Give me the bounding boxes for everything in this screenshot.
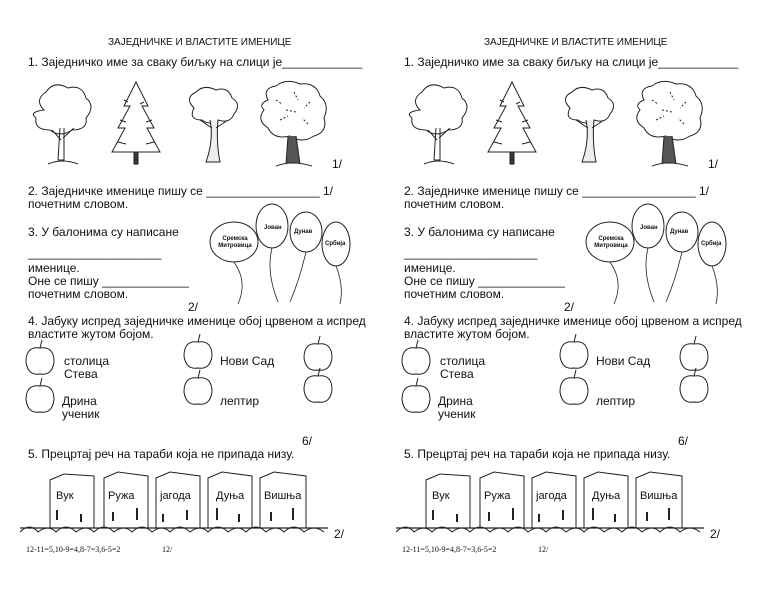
balloon-label-2: Јован [264,225,282,231]
word-steva: Стева [64,367,98,381]
question-3-line5: почетним словом. [404,287,505,301]
word-stolica: столица [440,354,486,368]
question-2: 2. Заједничке именице пишу се _________________ [404,184,696,198]
total-score: 12/ [162,545,173,554]
question-2: 2. Заједничке именице пишу се _________________ [28,184,320,198]
worksheet-title: ЗАЈЕДНИЧКЕ И ВЛАСТИТЕ ИМЕНИЦЕ [108,37,292,48]
question-4: 4. Јабуку испред заједничке именице обој црвеном а испред [28,314,366,328]
word-leptir: лептир [220,394,260,408]
balloon-label-3: Дунав [294,229,313,235]
apple-icon [304,368,332,402]
question-3: 3. У балонима су написане [404,225,555,239]
question-3-line4: Оне се пишу _____________ [404,274,565,288]
balloon-label-2: Јован [640,225,658,231]
total-score: 12/ [538,545,549,554]
fence-word-vuk: Вук [56,490,74,502]
word-novi-sad: Нови Сад [596,354,651,368]
fence-word-visnja: Вишња [264,490,302,502]
word-ucenik: ученик [438,407,476,421]
fence-word-jagoda: јагода [536,490,567,502]
question-5-score: 2/ [710,527,721,541]
worksheet-right [376,0,760,594]
apple-icon [402,378,430,412]
word-stolica: столица [64,354,110,368]
word-novi-sad: Нови Сад [220,354,275,368]
fence-word-ruza: Ружа [108,490,135,502]
question-2-score: 1/ [323,184,334,198]
apple-icon [184,370,212,404]
question-3-score: 2/ [564,300,575,314]
fir-tree-icon [488,82,536,164]
word-drina: Дрина [438,394,473,408]
balloon-label-3: Дунав [670,229,689,235]
tree-illustrations [24,80,334,172]
question-3-score: 2/ [188,300,199,314]
question-3-line4: Оне се пишу _____________ [28,274,189,288]
question-3: 3. У балонима су написане [28,225,179,239]
apple-icon [680,336,708,370]
question-4-score: 6/ [302,434,313,448]
fence-word-visnja: Вишња [640,490,678,502]
deciduous-tree-icon [409,85,467,164]
fence-word-ruza: Ружа [484,490,511,502]
question-3-blank: ____________________ [404,246,538,260]
fir-tree-icon [112,82,160,164]
apple-icon [402,340,430,374]
balloon-label-4: Србија [325,241,346,247]
word-steva: Стева [440,367,474,381]
oak-tree-icon [261,81,326,166]
fence-word-jagoda: јагода [160,490,191,502]
apple-icon [560,370,588,404]
question-1-score: 1/ [708,157,719,171]
apple-icon [184,334,212,368]
balloon-label-1: Сремска Митровица [218,236,252,249]
question-1: 1. Заједничко име за сваку биљку на слици је____________ [404,55,739,69]
deciduous-tree-icon [33,85,91,164]
balloons-illustration [208,202,358,306]
grading-scale: 12-11=5,10-9=4,8-7=3,6-5=2 [402,545,497,554]
question-5: 5. Прецртај реч на тараби која не припада низу. [404,447,671,461]
question-2-continued: почетним словом. [28,197,129,211]
fence-illustration [396,470,712,542]
question-3-line3: именице. [28,261,80,275]
fence-word-dunja: Дуња [592,490,621,502]
question-1: 1. Заједничко име за сваку биљку на слици је____________ [28,55,363,69]
question-3-line5: почетним словом. [28,287,129,301]
question-4-continued: властите жутом бојом. [28,327,154,341]
word-drina: Дрина [62,394,97,408]
fence-word-vuk: Вук [432,490,450,502]
apple-icon [26,340,54,374]
question-3-blank: ____________________ [28,246,162,260]
question-5-score: 2/ [334,527,345,541]
worksheet-title: ЗАЈЕДНИЧКЕ И ВЛАСТИТЕ ИМЕНИЦЕ [484,37,668,48]
fence-word-dunja: Дуња [216,490,245,502]
bare-tree-icon [189,87,237,162]
word-ucenik: ученик [62,407,100,421]
grading-scale: 12-11=5,10-9=4,8-7=3,6-5=2 [26,545,121,554]
apple-icon [26,378,54,412]
bare-tree-icon [565,87,613,162]
question-3-line3: именице. [404,261,456,275]
fence-illustration [20,470,336,542]
oak-tree-icon [637,81,702,166]
tree-illustrations [400,80,710,172]
question-4-continued: властите жутом бојом. [404,327,530,341]
question-2-continued: почетним словом. [404,197,505,211]
question-5: 5. Прецртај реч на тараби која не припада низу. [28,447,295,461]
apple-icon [560,334,588,368]
question-4-score: 6/ [678,434,689,448]
balloons-illustration [584,202,734,306]
question-4: 4. Јабуку испред заједничке именице обој црвеном а испред [404,314,742,328]
apple-icon [304,336,332,370]
apple-icon [680,368,708,402]
question-2-score: 1/ [699,184,710,198]
word-leptir: лептир [596,394,636,408]
balloon-label-4: Србија [701,241,722,247]
question-1-score: 1/ [332,157,343,171]
balloon-label-1: Сремска Митровица [594,236,628,249]
